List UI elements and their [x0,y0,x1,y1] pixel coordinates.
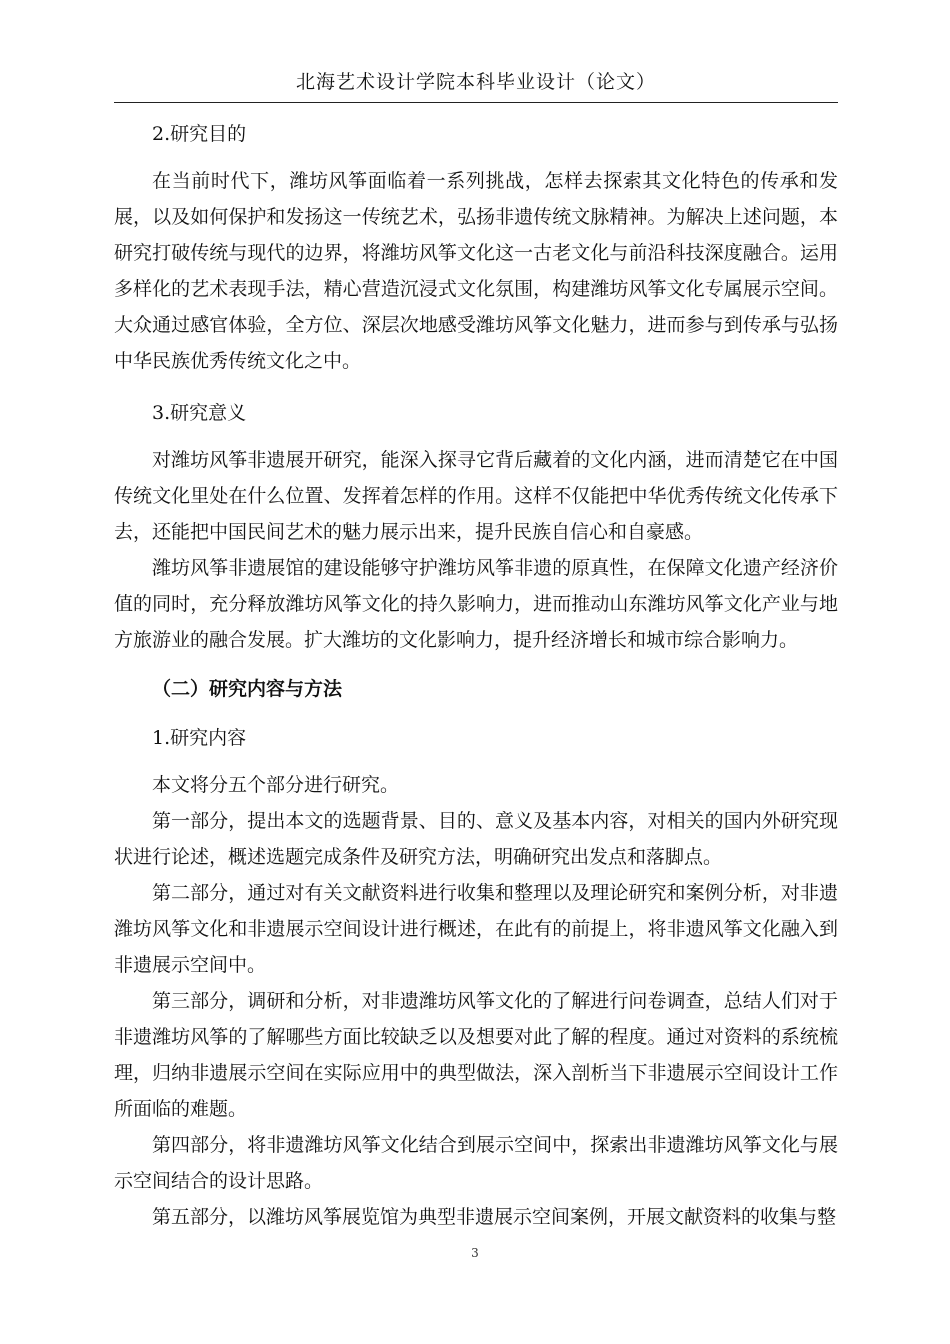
header-divider [114,102,838,103]
section-heading-research-purpose: 2.研究目的 [152,123,247,145]
paragraph-content-part-4: 第四部分，将非遗潍坊风筝文化结合到展示空间中，探索出非遗潍坊风筝文化与展示空间结合的设计思路。 [114,1134,838,1192]
page-body [114,116,838,1235]
paragraph-content-part-5: 第五部分，以潍坊风筝展览馆为典型非遗展示空间案例，开展文献资料的收集与整 [152,1206,837,1228]
section-heading-content-and-methods: （二）研究内容与方法 [152,678,343,700]
page-number: 3 [471,1246,479,1260]
paragraph-content-intro: 本文将分五个部分进行研究。 [152,774,400,796]
paragraph-content-part-2: 第二部分，通过对有关文献资料进行收集和整理以及理论研究和案例分析，对非遗潍坊风筝文化和非遗展示空间设计进行概述，在此有的前提上，将非遗风筝文化融入到非遗展示空间中。 [114,882,838,976]
paragraph-content-part-1: 第一部分，提出本文的选题背景、目的、意义及基本内容，对相关的国内外研究现状进行论述，概述选题完成条件及研究方法，明确研究出发点和落脚点。 [114,810,838,868]
paragraph-research-significance-1: 对潍坊风筝非遗展开研究，能深入探寻它背后藏着的文化内涵，进而清楚它在中国传统文化里处在什么位置、发挥着怎样的作用。这样不仅能把中华优秀传统文化传承下去，还能把中国民间艺术的魅力展示出来，提升民族自信心和自豪感。 [114,449,838,543]
paragraph-research-significance-2: 潍坊风筝非遗展馆的建设能够守护潍坊风筝非遗的原真性，在保障文化遗产经济价值的同时，充分释放潍坊风筝文化的持久影响力，进而推动山东潍坊风筝文化产业与地方旅游业的融合发展。扩大潍坊的文化影响力，提升经济增长和城市综合影响力。 [114,557,838,651]
section-heading-research-content: 1.研究内容 [152,727,247,749]
section-heading-research-significance: 3.研究意义 [152,402,247,424]
paragraph-research-purpose: 在当前时代下，潍坊风筝面临着一系列挑战，怎样去探索其文化特色的传承和发展，以及如何保护和发扬这一传统艺术，弘扬非遗传统文脉精神。为解决上述问题，本研究打破传统与现代的边界，将潍坊风筝文化这一古老文化与前沿科技深度融合。运用多样化的艺术表现手法，精心营造沉浸式文化氛围，构建潍坊风筝文化专属展示空间。大众通过感官体验，全方位、深层次地感受潍坊风筝文化魅力，进而参与到传承与弘扬中华民族优秀传统文化之中。 [114,170,838,372]
running-header-title: 北海艺术设计学院本科毕业设计（论文） [295,71,656,93]
paragraph-content-part-3: 第三部分，调研和分析，对非遗潍坊风筝文化的了解进行问卷调查，总结人们对于非遗潍坊风筝的了解哪些方面比较缺乏以及想要对此了解的程度。通过对资料的系统梳理，归纳非遗展示空间在实际应用中的典型做法，深入剖析当下非遗展示空间设计工作所面临的难题。 [114,990,838,1120]
